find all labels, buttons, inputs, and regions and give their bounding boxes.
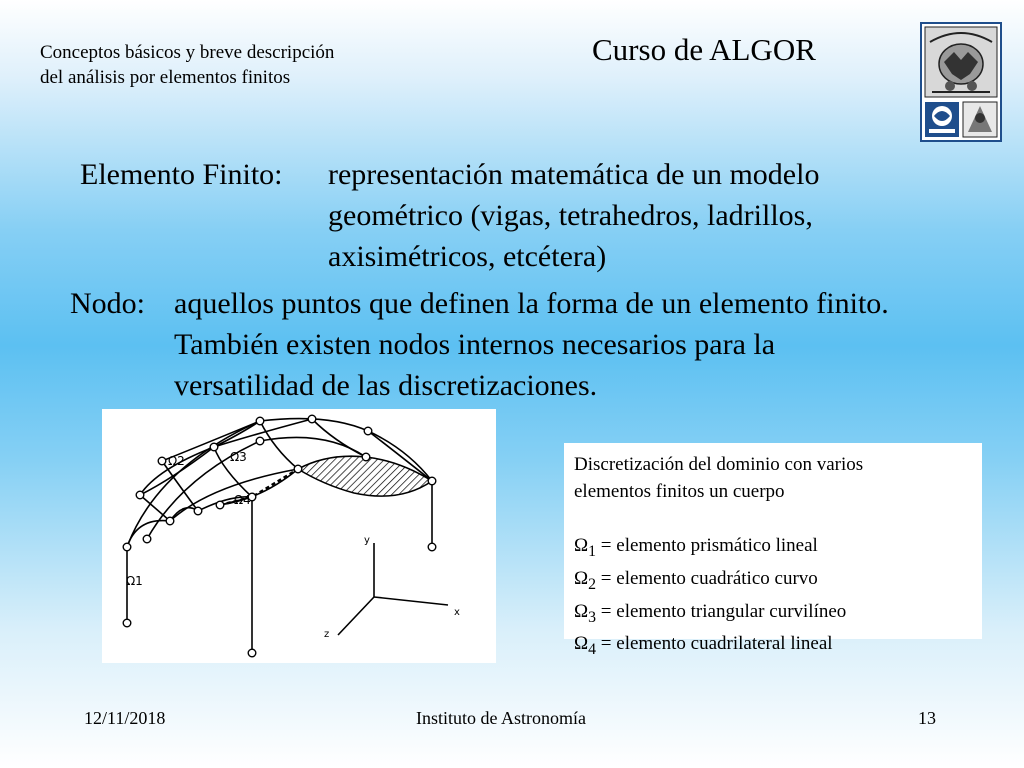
legend-box [564, 443, 982, 659]
label-omega1: Ω1 [126, 574, 143, 588]
element-def-line-3: axisimétricos, etcétera) [328, 240, 607, 273]
legend-item-text: = elemento prismático lineal [596, 535, 818, 556]
omega-symbol: Ω [574, 633, 589, 655]
slide-subtitle [40, 40, 334, 90]
element-def-line-2: geométrico (vigas, tetrahedros, ladrillos, [328, 199, 813, 232]
node-def-line-1: aquellos puntos que definen la forma de un elemento finito. [174, 287, 889, 320]
omega-symbol: Ω [574, 567, 589, 589]
omega-symbol: Ω [574, 535, 589, 556]
omega-symbol: Ω [574, 600, 589, 622]
footer-page-number: 13 [918, 708, 936, 728]
element-definition [328, 154, 819, 277]
axis-z-label: z [324, 629, 330, 640]
label-omega2: Ω2 [168, 454, 185, 468]
axis-y-label: y [364, 535, 370, 546]
node-term: Nodo: [70, 287, 145, 320]
omega-subscript: 1 [588, 542, 597, 560]
institution-logo [920, 22, 1002, 142]
element-term: Elemento Finito: [80, 158, 283, 191]
course-title: Curso de ALGOR [592, 32, 816, 67]
legend-item [574, 630, 982, 663]
mesh-figure [102, 409, 496, 663]
omega-subscript: 3 [588, 608, 597, 626]
legend-item [574, 565, 982, 598]
legend-item [574, 532, 982, 565]
node-def-line-2: También existen nodos internos necesarios para la [174, 328, 776, 361]
axis-x-label: x [454, 607, 460, 618]
legend-intro-line-2: elementos finitos un cuerpo [574, 481, 785, 502]
legend-item-text: = elemento cuadrilateral lineal [596, 633, 833, 655]
label-omega4: Ω4 [234, 493, 251, 507]
subtitle-line-1: Conceptos básicos y breve descripción [40, 42, 335, 63]
omega-subscript: 2 [588, 575, 597, 593]
footer-date: 12/11/2018 [84, 708, 166, 728]
label-omega3: Ω3 [230, 450, 247, 464]
footer-institute: Instituto de Astronomía [416, 708, 586, 728]
element-def-line-1: representación matemática de un modelo [328, 158, 820, 191]
legend-item-text: = elemento cuadrático curvo [596, 567, 818, 589]
legend-intro-line-1: Discretización del dominio con varios [574, 454, 864, 475]
omega-subscript: 4 [588, 641, 597, 659]
legend-item-text: = elemento triangular curvilíneo [596, 600, 847, 622]
node-def-line-3: versatilidad de las discretizaciones. [174, 369, 598, 402]
unam-seal-icon [925, 27, 997, 97]
node-definition [174, 283, 889, 406]
subtitle-line-2: del análisis por elementos finitos [40, 67, 291, 88]
legend-item [574, 598, 982, 631]
mesh-drawing [102, 409, 496, 663]
